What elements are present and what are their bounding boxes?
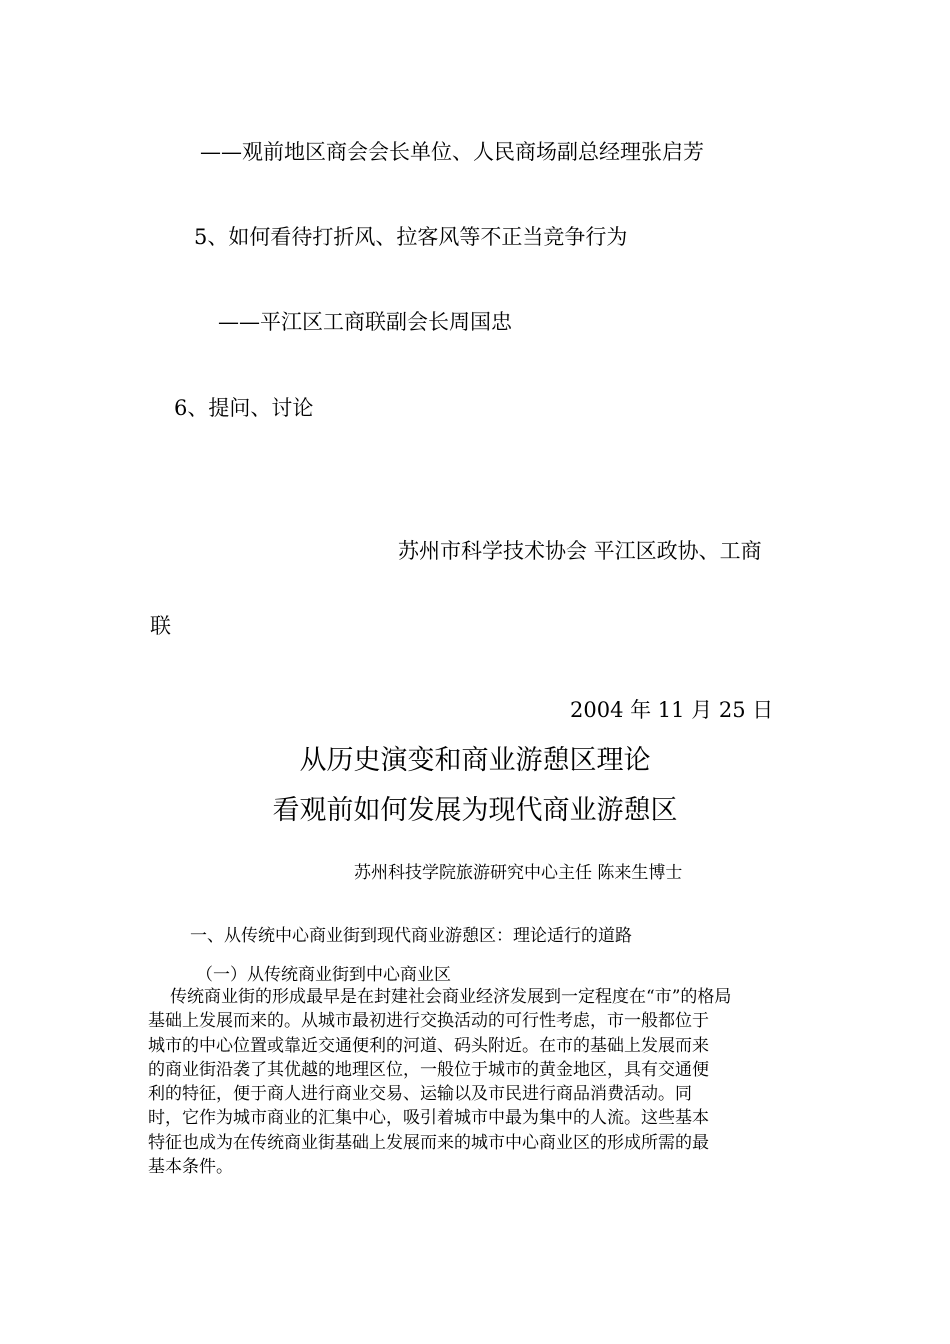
subsection-heading: （一）从传统商业街到中心商业区 [196,965,451,985]
body-paragraph [148,985,808,1179]
paragraph-line: 特征也成为在传统商业街基础上发展而来的城市中心商业区的形成所需的最 [148,1132,709,1153]
article-title-line-1: 从历史演变和商业游憩区理论 [299,745,651,776]
agenda-item-6: 6、提问、讨论 [174,396,314,420]
speaker-line-zhou: ——平江区工商联副会长周国忠 [218,310,512,334]
paragraph-line: 利的特征，便于商人进行商业交易、运输以及市民进行商品消费活动。同 [148,1084,692,1105]
paragraph-line: 城市的中心位置或靠近交通便利的河道、码头附近。在市的基础上发展而来 [148,1035,709,1056]
paragraph-line: 的商业街沿袭了其优越的地理区位，一般位于城市的黄金地区，具有交通便 [148,1059,709,1080]
paragraph-line: 基本条件。 [148,1157,233,1178]
article-author: 苏州科技学院旅游研究中心主任 陈来生博士 [354,863,683,883]
section-heading: 一、从传统中心商业街到现代商业游憩区：理论适行的道路 [190,926,632,946]
paragraph-line: 时，它作为城市商业的汇集中心，吸引着城市中最为集中的人流。这些基本 [148,1108,709,1129]
paragraph-line: 传统商业街的形成最早是在封建社会商业经济发展到一定程度在“市”的格局 [170,987,732,1007]
organizer-line-1: 苏州市科学技术协会 平江区政协、工商 [398,539,762,563]
paragraph-line: 基础上发展而来的。从城市最初进行交换活动的可行性考虑，市一般都位于 [148,1011,709,1032]
agenda-item-5: 5、如何看待打折风、拉客风等不正当竞争行为 [194,225,628,249]
signature-date: 2004 年 11 月 25 日 [570,698,774,722]
article-title-line-2: 看观前如何发展为现代商业游憩区 [272,795,678,826]
speaker-line-zhang: ——观前地区商会会长单位、人民商场副总经理张启芳 [200,140,704,164]
organizer-line-2: 联 [150,614,171,638]
